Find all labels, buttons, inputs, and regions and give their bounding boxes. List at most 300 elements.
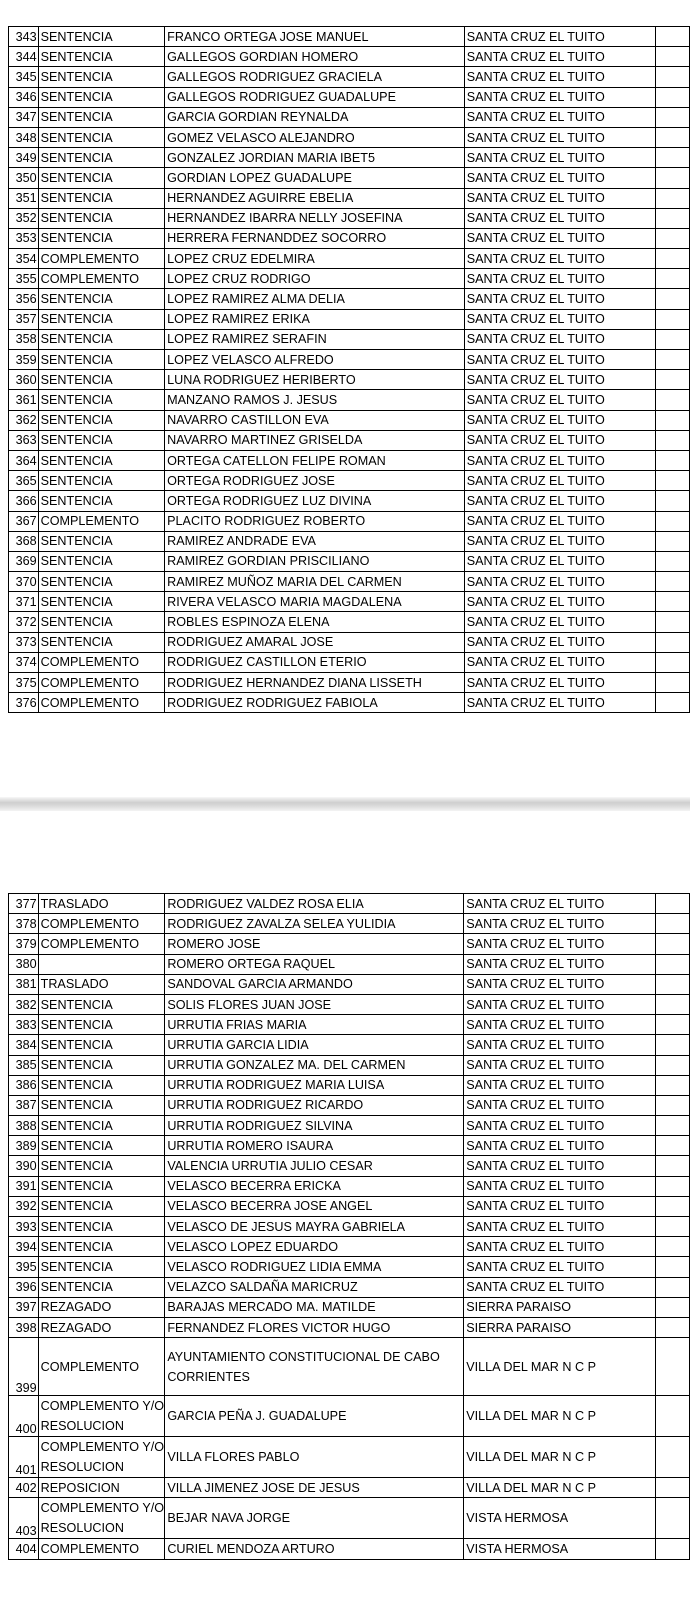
empty-cell (655, 1257, 689, 1277)
record-locality-cell: SANTA CRUZ EL TUITO (464, 1055, 655, 1075)
empty-cell (655, 1338, 689, 1396)
record-name-cell: VILLA FLORES PABLO (165, 1437, 464, 1478)
record-locality-cell: SANTA CRUZ EL TUITO (464, 531, 655, 551)
record-type-cell: SENTENCIA (38, 1237, 165, 1257)
record-number-cell: 375 (9, 673, 39, 693)
record-number-cell: 343 (9, 27, 39, 47)
record-type-cell: SENTENCIA (38, 1176, 165, 1196)
empty-cell (655, 1035, 689, 1055)
record-locality-cell: SANTA CRUZ EL TUITO (464, 612, 655, 632)
record-type-cell: COMPLEMENTO (38, 652, 165, 672)
record-type-cell: SENTENCIA (38, 289, 165, 309)
table-row (9, 1075, 690, 1095)
record-locality-cell: SANTA CRUZ EL TUITO (464, 430, 655, 450)
record-locality-cell: SANTA CRUZ EL TUITO (464, 673, 655, 693)
record-type-cell: SENTENCIA (38, 1075, 165, 1095)
record-type-cell: SENTENCIA (38, 1116, 165, 1136)
record-locality-cell: SANTA CRUZ EL TUITO (464, 954, 655, 974)
record-locality-cell: SANTA CRUZ EL TUITO (464, 309, 655, 329)
record-locality-cell: SANTA CRUZ EL TUITO (464, 511, 655, 531)
record-number-cell: 357 (9, 309, 39, 329)
table-row (9, 1035, 690, 1055)
record-number-cell: 358 (9, 329, 39, 349)
record-type-cell: REZAGADO (38, 1317, 165, 1337)
record-name-cell: LUNA RODRIGUEZ HERIBERTO (165, 370, 465, 390)
record-number-cell: 398 (9, 1317, 39, 1337)
record-name-cell: ORTEGA RODRIGUEZ JOSE (165, 471, 465, 491)
record-locality-cell: SANTA CRUZ EL TUITO (464, 148, 655, 168)
record-type-cell: COMPLEMENTO Y/O RESOLUCION (38, 1498, 165, 1539)
record-type-cell: COMPLEMENTO (38, 693, 165, 713)
table-row (9, 592, 690, 612)
record-type-cell: COMPLEMENTO (38, 249, 165, 269)
record-number-cell: 352 (9, 208, 39, 228)
record-locality-cell: SANTA CRUZ EL TUITO (464, 107, 655, 127)
record-name-cell: HERRERA FERNANDDEZ SOCORRO (165, 228, 465, 248)
record-name-cell: NAVARRO CASTILLON EVA (165, 410, 465, 430)
record-type-cell: SENTENCIA (38, 27, 165, 47)
record-type-cell: SENTENCIA (38, 1196, 165, 1216)
record-number-cell: 384 (9, 1035, 39, 1055)
record-locality-cell: SANTA CRUZ EL TUITO (464, 551, 655, 571)
record-type-cell: TRASLADO (38, 974, 165, 994)
empty-cell (655, 934, 689, 954)
empty-cell (655, 1498, 689, 1539)
record-locality-cell: SANTA CRUZ EL TUITO (464, 632, 655, 652)
record-locality-cell: VISTA HERMOSA (464, 1539, 655, 1559)
record-name-cell: RIVERA VELASCO MARIA MAGDALENA (165, 592, 465, 612)
record-number-cell: 400 (9, 1396, 39, 1437)
table-row (9, 551, 690, 571)
record-number-cell: 393 (9, 1217, 39, 1237)
records-table-body (9, 27, 690, 713)
record-type-cell: SENTENCIA (38, 1217, 165, 1237)
empty-cell (655, 1176, 689, 1196)
record-number-cell: 345 (9, 67, 39, 87)
empty-cell (655, 511, 689, 531)
empty-cell (655, 450, 689, 470)
record-locality-cell: SIERRA PARAISO (464, 1317, 655, 1337)
record-number-cell: 371 (9, 592, 39, 612)
empty-cell (655, 551, 689, 571)
empty-cell (655, 228, 689, 248)
records-table-page-2 (8, 893, 690, 1560)
empty-cell (655, 87, 689, 107)
record-locality-cell: SANTA CRUZ EL TUITO (464, 1116, 655, 1136)
record-locality-cell: SANTA CRUZ EL TUITO (464, 390, 655, 410)
record-locality-cell: SANTA CRUZ EL TUITO (464, 1095, 655, 1115)
record-type-cell: SENTENCIA (38, 450, 165, 470)
record-locality-cell: SANTA CRUZ EL TUITO (464, 491, 655, 511)
record-name-cell: HERNANDEZ IBARRA NELLY JOSEFINA (165, 208, 465, 228)
record-locality-cell: SANTA CRUZ EL TUITO (464, 1015, 655, 1035)
record-type-cell: SENTENCIA (38, 1035, 165, 1055)
record-type-cell: SENTENCIA (38, 1277, 165, 1297)
empty-cell (655, 47, 689, 67)
empty-cell (655, 410, 689, 430)
record-type-cell: COMPLEMENTO Y/O RESOLUCION (38, 1396, 165, 1437)
table-row (9, 531, 690, 551)
record-name-cell: LOPEZ RAMIREZ SERAFIN (165, 329, 465, 349)
table-row (9, 1478, 690, 1498)
record-type-cell: COMPLEMENTO (38, 673, 165, 693)
record-name-cell: VELASCO DE JESUS MAYRA GABRIELA (165, 1217, 464, 1237)
record-name-cell: RAMIREZ MUÑOZ MARIA DEL CARMEN (165, 572, 465, 592)
record-number-cell: 402 (9, 1478, 39, 1498)
record-name-cell: RODRIGUEZ HERNANDEZ DIANA LISSETH (165, 673, 465, 693)
table-row (9, 309, 690, 329)
record-type-cell: SENTENCIA (38, 531, 165, 551)
record-locality-cell: SANTA CRUZ EL TUITO (464, 67, 655, 87)
empty-cell (655, 1277, 689, 1297)
record-number-cell: 397 (9, 1297, 39, 1317)
record-name-cell: BEJAR NAVA JORGE (165, 1498, 464, 1539)
empty-cell (655, 1095, 689, 1115)
record-type-cell: SENTENCIA (38, 107, 165, 127)
record-number-cell: 377 (9, 894, 39, 914)
record-number-cell: 362 (9, 410, 39, 430)
table-row (9, 1015, 690, 1035)
table-row (9, 148, 690, 168)
record-type-cell: SENTENCIA (38, 632, 165, 652)
empty-cell (655, 572, 689, 592)
record-number-cell: 365 (9, 471, 39, 491)
record-name-cell: VELAZCO SALDAÑA MARICRUZ (165, 1277, 464, 1297)
table-row (9, 350, 690, 370)
empty-cell (655, 350, 689, 370)
record-number-cell: 385 (9, 1055, 39, 1075)
record-name-cell: RAMIREZ GORDIAN PRISCILIANO (165, 551, 465, 571)
record-number-cell: 376 (9, 693, 39, 713)
empty-cell (655, 249, 689, 269)
record-type-cell: SENTENCIA (38, 612, 165, 632)
empty-cell (655, 390, 689, 410)
table-row (9, 1277, 690, 1297)
record-number-cell: 370 (9, 572, 39, 592)
empty-cell (655, 894, 689, 914)
empty-cell (655, 1075, 689, 1095)
record-number-cell: 349 (9, 148, 39, 168)
record-locality-cell: SANTA CRUZ EL TUITO (464, 974, 655, 994)
record-type-cell: SENTENCIA (38, 228, 165, 248)
record-locality-cell: SANTA CRUZ EL TUITO (464, 168, 655, 188)
record-number-cell: 363 (9, 430, 39, 450)
record-locality-cell: SANTA CRUZ EL TUITO (464, 572, 655, 592)
empty-cell (655, 491, 689, 511)
record-locality-cell: SANTA CRUZ EL TUITO (464, 47, 655, 67)
record-name-cell: URRUTIA GONZALEZ MA. DEL CARMEN (165, 1055, 464, 1075)
record-locality-cell: SANTA CRUZ EL TUITO (464, 27, 655, 47)
empty-cell (655, 1156, 689, 1176)
record-number-cell: 360 (9, 370, 39, 390)
record-name-cell: SOLIS FLORES JUAN JOSE (165, 994, 464, 1014)
table-row (9, 1257, 690, 1277)
record-number-cell: 380 (9, 954, 39, 974)
record-name-cell: RODRIGUEZ VALDEZ ROSA ELIA (165, 894, 464, 914)
empty-cell (655, 168, 689, 188)
record-number-cell: 368 (9, 531, 39, 551)
empty-cell (655, 329, 689, 349)
table-row (9, 1437, 690, 1478)
empty-cell (655, 67, 689, 87)
record-name-cell: GALLEGOS RODRIGUEZ GUADALUPE (165, 87, 465, 107)
table-row (9, 693, 690, 713)
record-locality-cell: SANTA CRUZ EL TUITO (464, 1196, 655, 1216)
record-name-cell: FERNANDEZ FLORES VICTOR HUGO (165, 1317, 464, 1337)
empty-cell (655, 632, 689, 652)
empty-cell (655, 974, 689, 994)
record-locality-cell: SANTA CRUZ EL TUITO (464, 471, 655, 491)
table-row (9, 370, 690, 390)
record-locality-cell: VILLA DEL MAR N C P (464, 1478, 655, 1498)
record-type-cell: SENTENCIA (38, 572, 165, 592)
record-number-cell: 361 (9, 390, 39, 410)
record-number-cell: 386 (9, 1075, 39, 1095)
empty-cell (655, 1217, 689, 1237)
record-type-cell: SENTENCIA (38, 1156, 165, 1176)
table-row (9, 1055, 690, 1075)
empty-cell (655, 188, 689, 208)
record-name-cell: GONZALEZ JORDIAN MARIA IBET5 (165, 148, 465, 168)
empty-cell (655, 1478, 689, 1498)
record-name-cell: VELASCO RODRIGUEZ LIDIA EMMA (165, 1257, 464, 1277)
empty-cell (655, 1237, 689, 1257)
table-row (9, 511, 690, 531)
record-type-cell: SENTENCIA (38, 1095, 165, 1115)
empty-cell (655, 693, 689, 713)
table-row (9, 1338, 690, 1396)
record-number-cell: 347 (9, 107, 39, 127)
table-row (9, 107, 690, 127)
record-locality-cell: SANTA CRUZ EL TUITO (464, 693, 655, 713)
page-separator (0, 797, 690, 811)
record-number-cell: 350 (9, 168, 39, 188)
records-table-page-1 (8, 26, 690, 713)
record-number-cell: 392 (9, 1196, 39, 1216)
table-row (9, 269, 690, 289)
empty-cell (655, 1055, 689, 1075)
empty-cell (655, 592, 689, 612)
record-number-cell: 379 (9, 934, 39, 954)
record-type-cell: COMPLEMENTO Y/O RESOLUCION (38, 1437, 165, 1478)
record-type-cell: SENTENCIA (38, 592, 165, 612)
empty-cell (655, 127, 689, 147)
table-row (9, 168, 690, 188)
record-number-cell: 389 (9, 1136, 39, 1156)
record-type-cell: SENTENCIA (38, 87, 165, 107)
record-locality-cell: SANTA CRUZ EL TUITO (464, 228, 655, 248)
record-name-cell: PLACITO RODRIGUEZ ROBERTO (165, 511, 465, 531)
table-row (9, 994, 690, 1014)
record-type-cell: COMPLEMENTO (38, 511, 165, 531)
record-number-cell: 364 (9, 450, 39, 470)
empty-cell (655, 531, 689, 551)
table-row (9, 249, 690, 269)
record-type-cell: SENTENCIA (38, 350, 165, 370)
table-row (9, 471, 690, 491)
table-row (9, 450, 690, 470)
record-locality-cell: SANTA CRUZ EL TUITO (464, 1217, 655, 1237)
record-number-cell: 387 (9, 1095, 39, 1115)
record-type-cell: COMPLEMENTO (38, 914, 165, 934)
table-row (9, 1095, 690, 1115)
table-row (9, 491, 690, 511)
record-number-cell: 372 (9, 612, 39, 632)
empty-cell (655, 1396, 689, 1437)
record-type-cell: SENTENCIA (38, 471, 165, 491)
empty-cell (655, 1539, 689, 1559)
record-type-cell: SENTENCIA (38, 168, 165, 188)
record-locality-cell: SANTA CRUZ EL TUITO (464, 1075, 655, 1095)
record-number-cell: 359 (9, 350, 39, 370)
table-row (9, 572, 690, 592)
record-name-cell: HERNANDEZ AGUIRRE EBELIA (165, 188, 465, 208)
record-type-cell: SENTENCIA (38, 1136, 165, 1156)
record-number-cell: 351 (9, 188, 39, 208)
table-row (9, 612, 690, 632)
empty-cell (655, 1116, 689, 1136)
record-locality-cell: SANTA CRUZ EL TUITO (464, 350, 655, 370)
record-name-cell: FRANCO ORTEGA JOSE MANUEL (165, 27, 465, 47)
record-type-cell: SENTENCIA (38, 410, 165, 430)
record-locality-cell: SANTA CRUZ EL TUITO (464, 1257, 655, 1277)
record-number-cell: 378 (9, 914, 39, 934)
record-name-cell: LOPEZ CRUZ RODRIGO (165, 269, 465, 289)
empty-cell (655, 1196, 689, 1216)
record-name-cell: URRUTIA RODRIGUEZ SILVINA (165, 1116, 464, 1136)
record-name-cell: ORTEGA CATELLON FELIPE ROMAN (165, 450, 465, 470)
record-number-cell: 404 (9, 1539, 39, 1559)
table-row (9, 1498, 690, 1539)
table-row (9, 329, 690, 349)
record-name-cell: NAVARRO MARTINEZ GRISELDA (165, 430, 465, 450)
record-type-cell: SENTENCIA (38, 994, 165, 1014)
table-row (9, 1237, 690, 1257)
record-number-cell: 354 (9, 249, 39, 269)
record-number-cell: 346 (9, 87, 39, 107)
table-row (9, 1116, 690, 1136)
table-row (9, 430, 690, 450)
record-name-cell: LOPEZ RAMIREZ ALMA DELIA (165, 289, 465, 309)
record-name-cell: SANDOVAL GARCIA ARMANDO (165, 974, 464, 994)
record-type-cell: SENTENCIA (38, 370, 165, 390)
table-row (9, 934, 690, 954)
record-name-cell: VILLA JIMENEZ JOSE DE JESUS (165, 1478, 464, 1498)
record-type-cell: TRASLADO (38, 894, 165, 914)
record-locality-cell: SANTA CRUZ EL TUITO (464, 914, 655, 934)
record-type-cell: SENTENCIA (38, 1055, 165, 1075)
table-row (9, 1317, 690, 1337)
empty-cell (655, 430, 689, 450)
record-number-cell: 356 (9, 289, 39, 309)
empty-cell (655, 107, 689, 127)
record-type-cell: REPOSICION (38, 1478, 165, 1498)
empty-cell (655, 289, 689, 309)
record-locality-cell: VILLA DEL MAR N C P (464, 1396, 655, 1437)
record-locality-cell: SANTA CRUZ EL TUITO (464, 289, 655, 309)
record-locality-cell: SANTA CRUZ EL TUITO (464, 87, 655, 107)
record-number-cell: 383 (9, 1015, 39, 1035)
record-type-cell: SENTENCIA (38, 47, 165, 67)
table-row (9, 228, 690, 248)
record-locality-cell: SANTA CRUZ EL TUITO (464, 934, 655, 954)
record-type-cell: SENTENCIA (38, 1257, 165, 1277)
record-locality-cell: SANTA CRUZ EL TUITO (464, 994, 655, 1014)
record-locality-cell: SANTA CRUZ EL TUITO (464, 1277, 655, 1297)
record-number-cell: 395 (9, 1257, 39, 1277)
record-type-cell: COMPLEMENTO (38, 1338, 165, 1396)
record-name-cell: ROMERO ORTEGA RAQUEL (165, 954, 464, 974)
table-row (9, 410, 690, 430)
empty-cell (655, 27, 689, 47)
record-name-cell: GARCIA GORDIAN REYNALDA (165, 107, 465, 127)
table-row (9, 632, 690, 652)
record-type-cell: COMPLEMENTO (38, 1539, 165, 1559)
record-number-cell: 403 (9, 1498, 39, 1539)
table-row (9, 1156, 690, 1176)
record-locality-cell: SANTA CRUZ EL TUITO (464, 249, 655, 269)
table-row (9, 188, 690, 208)
record-locality-cell: SANTA CRUZ EL TUITO (464, 188, 655, 208)
record-name-cell: VELASCO BECERRA ERICKA (165, 1176, 464, 1196)
record-locality-cell: SANTA CRUZ EL TUITO (464, 208, 655, 228)
record-number-cell: 394 (9, 1237, 39, 1257)
empty-cell (655, 208, 689, 228)
record-name-cell: VELASCO LOPEZ EDUARDO (165, 1237, 464, 1257)
table-row (9, 894, 690, 914)
empty-cell (655, 148, 689, 168)
record-type-cell: SENTENCIA (38, 551, 165, 571)
table-row (9, 208, 690, 228)
record-name-cell: GALLEGOS RODRIGUEZ GRACIELA (165, 67, 465, 87)
table-row (9, 47, 690, 67)
table-row (9, 1297, 690, 1317)
record-locality-cell: SIERRA PARAISO (464, 1297, 655, 1317)
record-name-cell: URRUTIA ROMERO ISAURA (165, 1136, 464, 1156)
record-type-cell: SENTENCIA (38, 1015, 165, 1035)
record-locality-cell: SANTA CRUZ EL TUITO (464, 370, 655, 390)
record-locality-cell: SANTA CRUZ EL TUITO (464, 329, 655, 349)
empty-cell (655, 471, 689, 491)
record-locality-cell: SANTA CRUZ EL TUITO (464, 1237, 655, 1257)
record-number-cell: 382 (9, 994, 39, 1014)
empty-cell (655, 269, 689, 289)
record-locality-cell: VISTA HERMOSA (464, 1498, 655, 1539)
table-row (9, 673, 690, 693)
record-number-cell: 399 (9, 1338, 39, 1396)
record-locality-cell: SANTA CRUZ EL TUITO (464, 1176, 655, 1196)
record-locality-cell: SANTA CRUZ EL TUITO (464, 1136, 655, 1156)
record-locality-cell: SANTA CRUZ EL TUITO (464, 592, 655, 612)
empty-cell (655, 914, 689, 934)
record-locality-cell: VILLA DEL MAR N C P (464, 1338, 655, 1396)
record-type-cell: SENTENCIA (38, 329, 165, 349)
record-type-cell: SENTENCIA (38, 188, 165, 208)
table-row (9, 914, 690, 934)
record-number-cell: 401 (9, 1437, 39, 1478)
record-number-cell: 367 (9, 511, 39, 531)
record-name-cell: AYUNTAMIENTO CONSTITUCIONAL DE CABO CORRIENTES (165, 1338, 464, 1396)
record-name-cell: RODRIGUEZ AMARAL JOSE (165, 632, 465, 652)
record-number-cell: 390 (9, 1156, 39, 1176)
record-locality-cell: SANTA CRUZ EL TUITO (464, 894, 655, 914)
empty-cell (655, 1015, 689, 1035)
empty-cell (655, 1317, 689, 1337)
empty-cell (655, 673, 689, 693)
record-name-cell: RODRIGUEZ RODRIGUEZ FABIOLA (165, 693, 465, 713)
table-row (9, 27, 690, 47)
table-row (9, 1539, 690, 1559)
